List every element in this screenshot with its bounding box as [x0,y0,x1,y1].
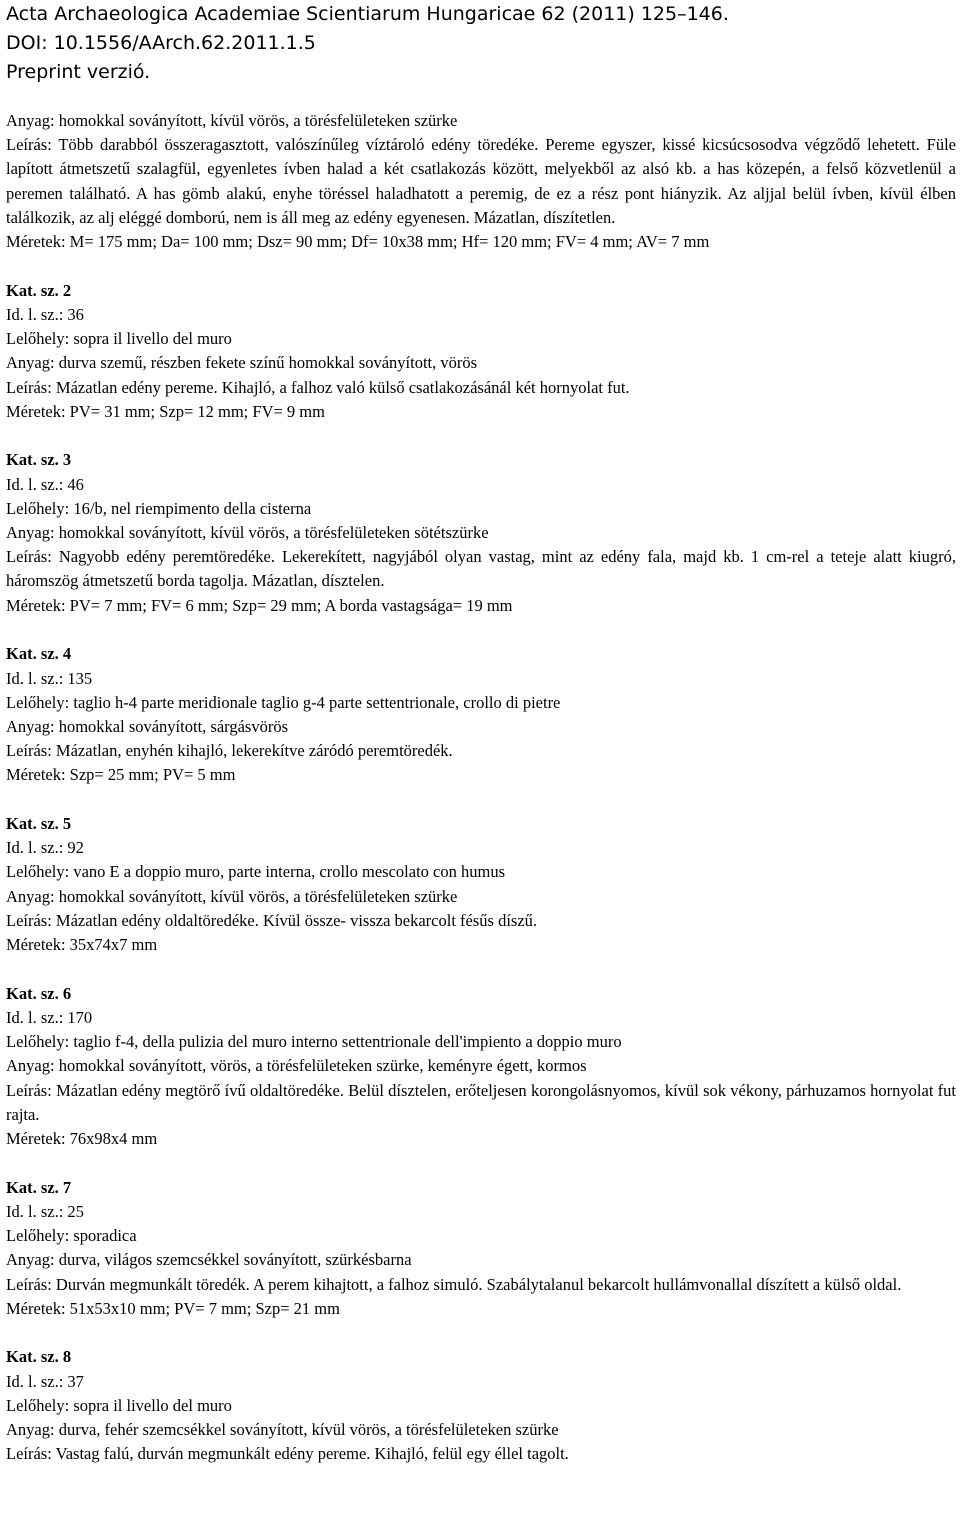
catalog-entry [6,1345,956,1466]
catalog-entry [6,448,956,617]
catalog-number: Kat. sz. 2 [6,280,72,300]
leiras-paragraph: Leírás: Nagyobb edény peremtöredéke. Lekerekített, nagyjából olyan vastag, mint az edény fala, majd kb. 1 cm-rel a teteje alatt kiugró, háromszög átmetszetű borda tagolja. Mázatlan, dísztelen. [6,547,956,591]
catalog-number: Kat. sz. 6 [6,983,72,1003]
preprint-label: Preprint verzió. [6,61,151,83]
anyag-line: Anyag: durva, fehér szemcsékkel soványított, kívül vörös, a törésfelületeken szürke [6,1420,559,1440]
meretek-line: Méretek: PV= 31 mm; Szp= 12 mm; FV= 9 mm [6,401,325,421]
meretek-line: Méretek: 35x74x7 mm [6,935,158,955]
meretek-line: Méretek: 51x53x10 mm; PV= 7 mm; Szp= 21 mm [6,1298,340,1318]
leiras-paragraph: Leírás: Több darabból összeragasztott, valószínűleg víztároló edény töredéke. Pereme egyszer, kissé kicsúcsosodva végződő lehetett. Füle lapított átmetszetű szalagfül, egyenletes ívben halad a két csatlakozás között, melyekből az alsó kb. a has közepén, a felső közvetlenül a peremen található. A has gömb alakú, enyhe töréssel haladhatott a peremig, de ez a rész pont hiányzik. Az aljjal belül ívben, kívül élben találkozik, az alj eléggé domború, nem is áll meg az edény egyenesen. Mázatlan, díszítetlen. [6,135,956,227]
inventory-number: Id. l. sz.: 92 [6,838,84,858]
leiras-line: Leírás: Vastag falú, durván megmunkált edény pereme. Kihajló, felül egy éllel tagolt. [6,1444,569,1464]
journal-citation: Acta Archaeologica Academiae Scientiarum Hungaricae 62 (2011) 125–146. [6,3,729,25]
anyag-line: Anyag: homokkal soványított, kívül vörös, a törésfelületeken szürke [6,111,458,130]
catalog-number: Kat. sz. 3 [6,450,72,470]
lelohely-line: Lelőhely: vano E a doppio muro, parte interna, crollo mescolato con humus [6,862,505,882]
lelohely-line: Lelőhely: sopra il livello del muro [6,329,232,349]
leiras-paragraph: Leírás: Mázatlan edény megtörő ívű oldaltöredéke. Belül dísztelen, erőteljesen korongolásnyomos, kívül sok vékony, párhuzamos hornyolat fut rajta. [6,1080,956,1124]
inventory-number: Id. l. sz.: 37 [6,1371,84,1391]
catalog-entry [6,642,956,787]
lelohely-line: Lelőhely: sopra il livello del muro [6,1395,232,1415]
inventory-number: Id. l. sz.: 135 [6,668,93,688]
lelohely-line: Lelőhely: taglio f-4, della pulizia del muro interno settentrionale dell'impiento a doppio muro [6,1032,622,1052]
catalog-number: Kat. sz. 4 [6,644,72,664]
catalog-entry [6,812,956,957]
meretek-line: Méretek: PV= 7 mm; FV= 6 mm; Szp= 29 mm; A borda vastagsága= 19 mm [6,595,513,615]
catalog-number: Kat. sz. 8 [6,1347,72,1367]
anyag-line: Anyag: homokkal soványított, vörös, a törésfelületeken szürke, keményre égett, kormos [6,1056,587,1076]
meretek-line: Méretek: M= 175 mm; Da= 100 mm; Dsz= 90 mm; Df= 10x38 mm; Hf= 120 mm; FV= 4 mm; AV= 7 mm [6,232,710,252]
doi-line: DOI: 10.1556/AArch.62.2011.1.5 [6,32,316,54]
leiras-paragraph: Leírás: Mázatlan edény pereme. Kihajló, a falhoz való külső csatlakozásánál két hornyolat fut. [6,377,630,397]
anyag-line: Anyag: durva, világos szemcsékkel soványított, szürkésbarna [6,1250,412,1270]
lelohely-line: Lelőhely: sporadica [6,1226,137,1246]
catalog-entry [6,1176,956,1321]
inventory-number: Id. l. sz.: 25 [6,1201,84,1221]
catalog-number: Kat. sz. 5 [6,814,72,834]
meretek-line: Méretek: 76x98x4 mm [6,1129,158,1149]
leiras-paragraph: Leírás: Mázatlan, enyhén kihajló, lekerekítve záródó peremtöredék. [6,741,453,761]
lelohely-line: Lelőhely: 16/b, nel riempimento della cisterna [6,498,312,518]
inventory-number: Id. l. sz.: 36 [6,304,84,324]
document-header [6,0,956,87]
document-page [6,0,956,1466]
anyag-line: Anyag: homokkal soványított, kívül vörös, a törésfelületeken sötétszürke [6,523,489,543]
leiras-paragraph: Leírás: Durván megmunkált töredék. A perem kihajtott, a falhoz simuló. Szabálytalanul bekarcolt hullámvonallal díszített a külső oldal. [6,1274,902,1294]
catalog-entry [6,982,956,1151]
catalog-entry [6,279,956,424]
leiras-paragraph: Leírás: Mázatlan edény oldaltöredéke. Kívül össze- vissza bekarcolt fésűs díszű. [6,910,538,930]
catalog-number: Kat. sz. 7 [6,1177,72,1197]
meretek-line: Méretek: Szp= 25 mm; PV= 5 mm [6,765,236,785]
anyag-line: Anyag: homokkal soványított, kívül vörös, a törésfelületeken szürke [6,886,458,906]
anyag-line: Anyag: homokkal soványított, sárgásvörös [6,716,288,736]
inventory-number: Id. l. sz.: 46 [6,474,84,494]
inventory-number: Id. l. sz.: 170 [6,1008,93,1027]
lelohely-line: Lelőhely: taglio h-4 parte meridionale taglio g-4 parte settentrionale, crollo di pietre [6,692,561,712]
catalog-intro-entry [6,109,956,254]
anyag-line: Anyag: durva szemű, részben fekete színű homokkal soványított, vörös [6,353,478,373]
